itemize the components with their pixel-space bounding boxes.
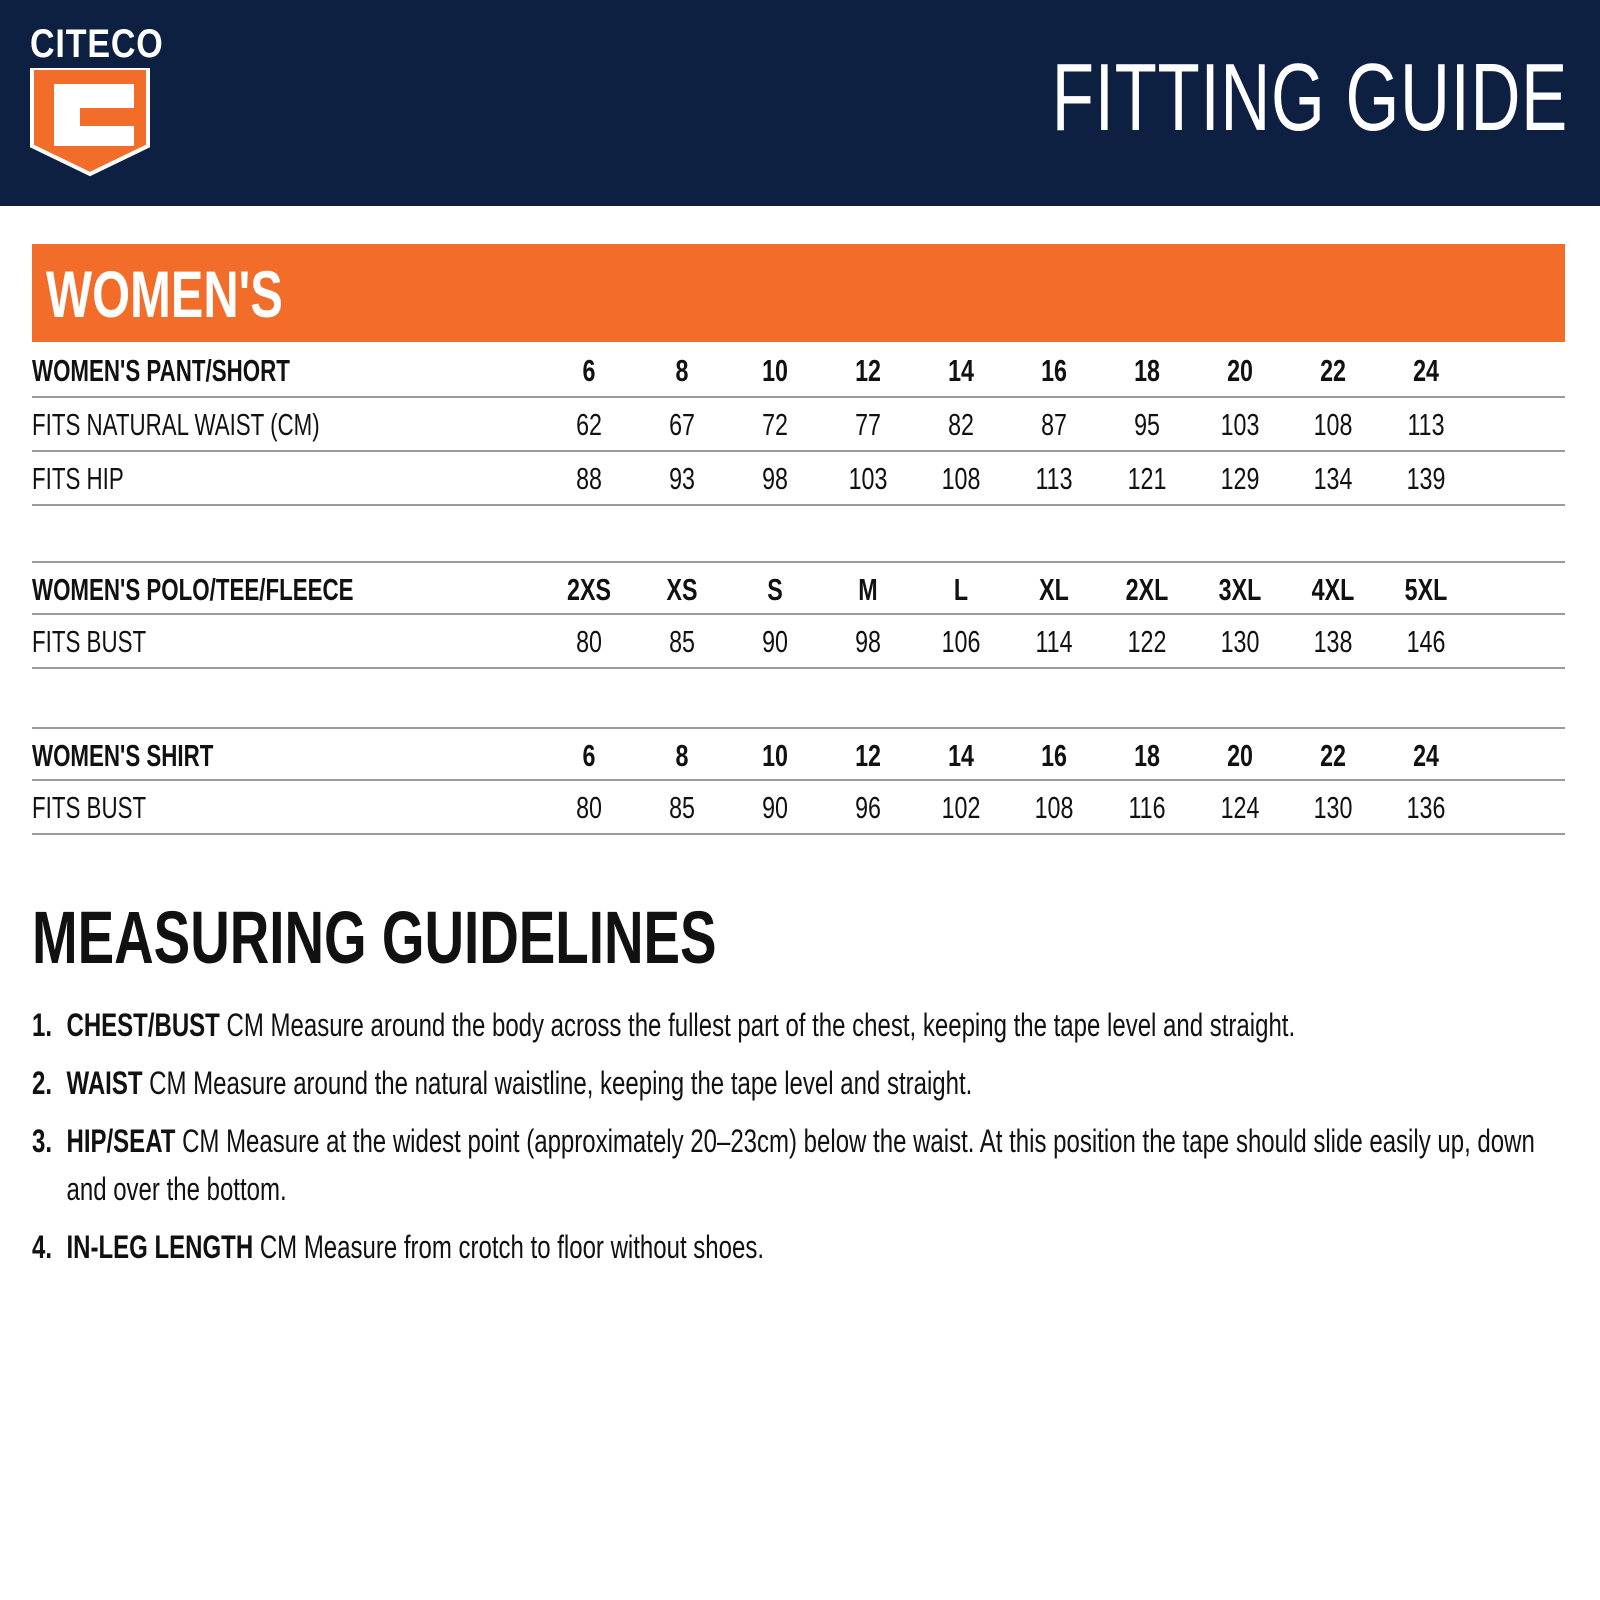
measurement-cell: 130 (1220, 624, 1260, 659)
size-header-cell: 12 (855, 738, 881, 773)
measurement-cell: 108 (941, 461, 981, 496)
size-header-cell: 8 (675, 738, 689, 773)
guideline-text: CM Measure around the natural waistline, keeping the tape level and straight. (142, 1065, 973, 1101)
guidelines-title: MEASURING GUIDELINES (32, 896, 717, 979)
size-header-cell: 16 (1041, 353, 1067, 388)
size-header-cell: 24 (1413, 353, 1439, 388)
size-header-cell: 22 (1320, 353, 1346, 388)
guideline-number: 3. (32, 1123, 53, 1159)
measurement-cell: 121 (1127, 461, 1167, 496)
measurement-cell: 146 (1406, 624, 1446, 659)
measurement-cell: 113 (1407, 407, 1445, 442)
size-header-cell: S (767, 572, 783, 607)
size-header-cell: 24 (1413, 738, 1439, 773)
measurement-cell: 77 (855, 407, 881, 442)
brand-logo-text: CITECO (30, 22, 164, 66)
measurement-cell: 122 (1127, 624, 1167, 659)
measurement-cell: 98 (855, 624, 881, 659)
measurement-cell: 96 (855, 790, 881, 825)
section-title: WOMEN'S (46, 257, 283, 331)
table-row (32, 615, 1565, 669)
row-label: FITS BUST (32, 790, 147, 825)
measurement-cell: 85 (669, 624, 695, 659)
size-header-cell: 5XL (1404, 572, 1448, 607)
section-banner (32, 244, 1565, 342)
measurement-cell: 82 (948, 407, 974, 442)
measurement-cell: 139 (1406, 461, 1446, 496)
size-header-cell: L (953, 572, 969, 607)
size-header-cell: 8 (675, 353, 689, 388)
size-header-cell: 12 (855, 353, 881, 388)
guideline-term: WAIST (66, 1065, 143, 1101)
table-row (32, 781, 1565, 835)
table-header-row (32, 727, 1565, 781)
measurement-cell: 124 (1220, 790, 1260, 825)
guideline-term: HIP/SEAT (66, 1123, 176, 1159)
table-row (32, 452, 1565, 506)
measurement-cell: 62 (576, 407, 602, 442)
row-label: FITS BUST (32, 624, 147, 659)
measurement-cell: 98 (762, 461, 788, 496)
size-header-cell: 22 (1320, 738, 1346, 773)
measurement-cell: 136 (1406, 790, 1446, 825)
measurement-cell: 103 (1220, 407, 1260, 442)
size-header-cell: 18 (1134, 738, 1160, 773)
measurement-cell: 85 (669, 790, 695, 825)
row-label: FITS HIP (32, 461, 124, 496)
size-header-cell: XL (1039, 572, 1069, 607)
guideline-item (32, 1117, 1540, 1213)
measurement-cell: 114 (1035, 624, 1073, 659)
size-header-cell: 18 (1134, 353, 1160, 388)
header-bar (0, 0, 1600, 206)
guideline-number: 2. (32, 1065, 53, 1101)
size-header-cell: 6 (582, 353, 596, 388)
measurement-cell: 138 (1313, 624, 1353, 659)
table-header-label: WOMEN'S SHIRT (32, 738, 214, 773)
measurement-cell: 72 (762, 407, 788, 442)
measurement-cell: 67 (669, 407, 695, 442)
table-header-row (32, 561, 1565, 615)
measurement-cell: 108 (1313, 407, 1353, 442)
table-header-label: WOMEN'S POLO/TEE/FLEECE (32, 572, 354, 607)
measurement-cell: 88 (576, 461, 602, 496)
guideline-item (32, 1223, 1540, 1271)
guideline-item (32, 1001, 1540, 1049)
size-header-cell: 4XL (1311, 572, 1355, 607)
measurement-cell: 102 (941, 790, 981, 825)
guideline-term: IN-LEG LENGTH (66, 1229, 254, 1265)
measurement-cell: 129 (1220, 461, 1260, 496)
measurement-cell: 106 (941, 624, 981, 659)
guideline-item (32, 1059, 1540, 1107)
size-header-cell: 2XL (1125, 572, 1169, 607)
measurement-cell: 87 (1041, 407, 1067, 442)
size-header-cell: 6 (582, 738, 596, 773)
page-title: FITTING GUIDE (1051, 44, 1568, 151)
size-header-cell: 20 (1227, 738, 1253, 773)
table-header-label: WOMEN'S PANT/SHORT (32, 353, 290, 388)
guideline-text: CM Measure around the body across the fullest part of the chest, keeping the tape level and straight. (219, 1007, 1296, 1043)
guideline-text: CM Measure from crotch to floor without shoes. (253, 1229, 765, 1265)
measurement-cell: 116 (1128, 790, 1166, 825)
size-header-cell: 2XS (567, 572, 611, 607)
brand-shield-icon (30, 68, 150, 178)
size-header-cell: 16 (1041, 738, 1067, 773)
measurement-cell: 80 (576, 624, 602, 659)
measurement-cell: 103 (848, 461, 888, 496)
measurement-cell: 130 (1313, 790, 1353, 825)
table-row (32, 398, 1565, 452)
measurement-cell: 80 (576, 790, 602, 825)
guideline-term: CHEST/BUST (66, 1007, 220, 1043)
size-header-cell: 10 (762, 353, 788, 388)
size-header-cell: 20 (1227, 353, 1253, 388)
measurement-cell: 108 (1034, 790, 1074, 825)
measurement-cell: 134 (1313, 461, 1353, 496)
guideline-number: 1. (32, 1007, 53, 1043)
size-header-cell: 3XL (1218, 572, 1262, 607)
guideline-number: 4. (32, 1229, 53, 1265)
size-header-cell: M (858, 572, 878, 607)
size-header-cell: XS (666, 572, 698, 607)
measurement-cell: 113 (1035, 461, 1073, 496)
measurement-cell: 95 (1134, 407, 1160, 442)
measurement-cell: 90 (762, 790, 788, 825)
row-label: FITS NATURAL WAIST (CM) (32, 407, 320, 442)
guideline-text: CM Measure at the widest point (approximately 20–23cm) below the waist. At this position the tape should slide easily up, down and over the bottom. (66, 1123, 1535, 1207)
size-header-cell: 10 (762, 738, 788, 773)
size-header-cell: 14 (948, 738, 974, 773)
measurement-cell: 93 (669, 461, 695, 496)
size-header-cell: 14 (948, 353, 974, 388)
measurement-cell: 90 (762, 624, 788, 659)
table-header-row (32, 344, 1565, 398)
